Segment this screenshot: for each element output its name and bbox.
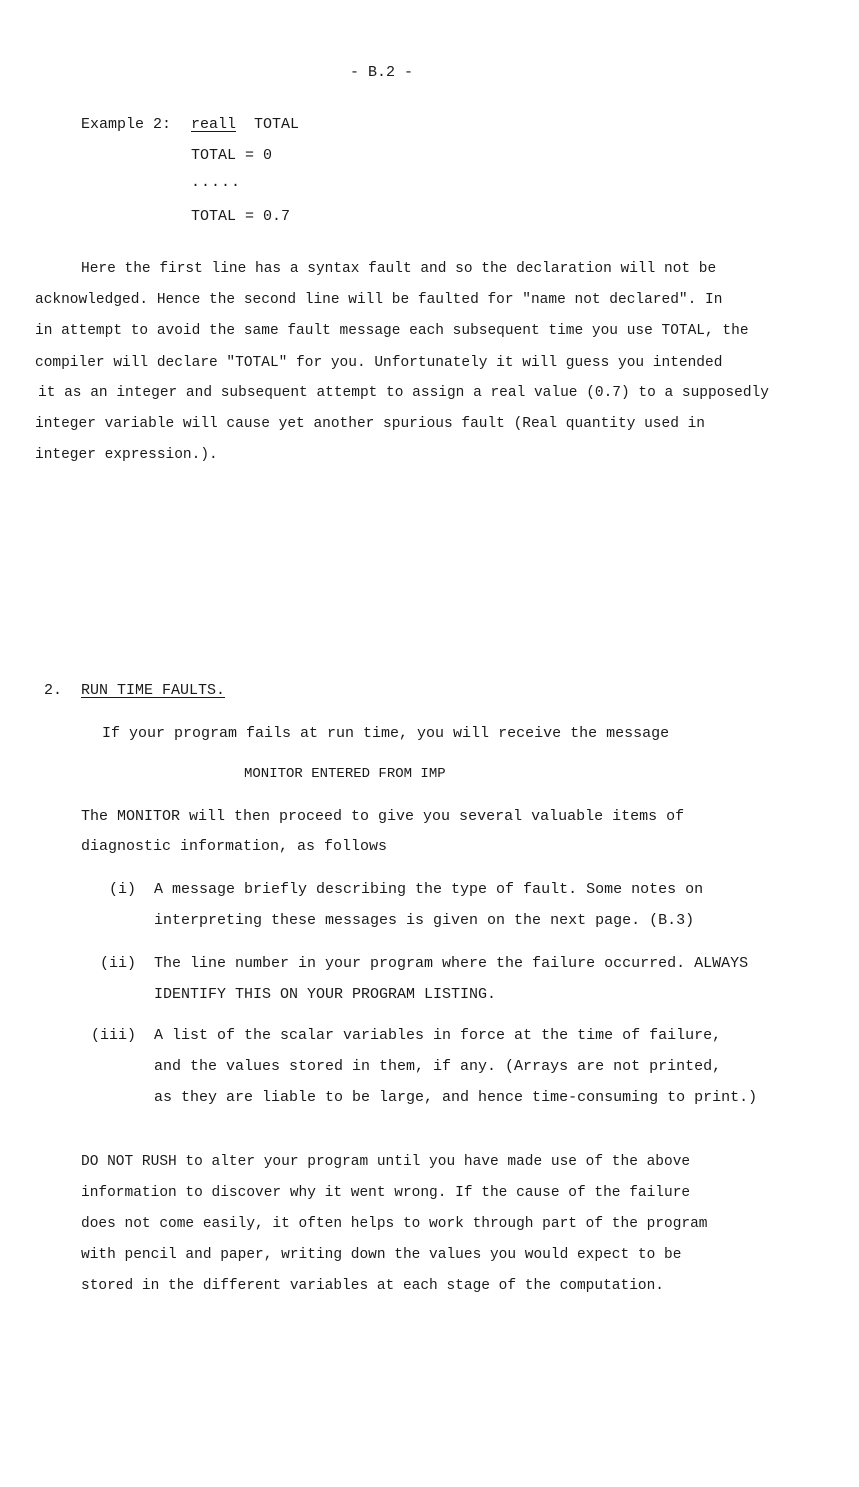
example-line: TOTAL = 0 [191,147,273,164]
paragraph-line: in attempt to avoid the same fault message each subsequent time you use TOTAL, the [35,323,749,339]
paragraph-line: DO NOT RUSH to alter your program until you have made use of the above [81,1154,691,1170]
intro-line: If your program fails at run time, you will receive the message [102,725,670,742]
example-line: ..... [191,174,242,191]
paragraph-line: stored in the different variables at each stage of the computation. [81,1278,664,1294]
paragraph-line: does not come easily, it often helps to work through part of the program [81,1216,708,1232]
section-number: 2. [44,682,63,699]
paragraph-line: The MONITOR will then proceed to give you several valuable items of [81,808,685,825]
page-number: - B.2 - [350,64,414,81]
example-line: TOTAL = 0.7 [191,208,291,225]
paragraph-line: acknowledged. Hence the second line will be faulted for "name not declared". In [35,292,723,308]
paragraph-line: Here the first line has a syntax fault and so the declaration will not be [81,261,717,277]
paragraph-line: compiler will declare "TOTAL" for you. Unfortunately it will guess you intended [35,355,723,371]
list-item-number: (ii) [100,955,137,972]
paragraph-line: it as an integer and subsequent attempt to assign a real value (0.7) to a supposedly [38,385,769,401]
monitor-message: MONITOR ENTERED FROM IMP [244,766,446,782]
example-keyword: reall [191,116,237,133]
list-item-line: The line number in your program where the failure occurred. ALWAYS [154,955,749,972]
paragraph-line: integer variable will cause yet another spurious fault (Real quantity used in [35,416,706,432]
list-item-line: A message briefly describing the type of fault. Some notes on [154,881,704,898]
list-item-line: and the values stored in them, if any. (Arrays are not printed, [154,1058,722,1075]
paragraph-line: with pencil and paper, writing down the values you would expect to be [81,1247,682,1263]
list-item-line: A list of the scalar variables in force at the time of failure, [154,1027,722,1044]
list-item-number: (i) [109,881,137,898]
list-item-line: as they are liable to be large, and hence time-consuming to print.) [154,1089,758,1106]
section-title: RUN TIME FAULTS. [81,682,226,699]
list-item-line: IDENTIFY THIS ON YOUR PROGRAM LISTING. [154,986,497,1003]
example-label: Example 2: [81,116,172,133]
list-item-line: interpreting these messages is given on the next page. (B.3) [154,912,695,929]
list-item-number: (iii) [91,1027,137,1044]
paragraph-line: diagnostic information, as follows [81,838,388,855]
paragraph-line: information to discover why it went wrong. If the cause of the failure [81,1185,691,1201]
example-var: TOTAL [254,116,300,133]
paragraph-line: integer expression.). [35,447,218,463]
